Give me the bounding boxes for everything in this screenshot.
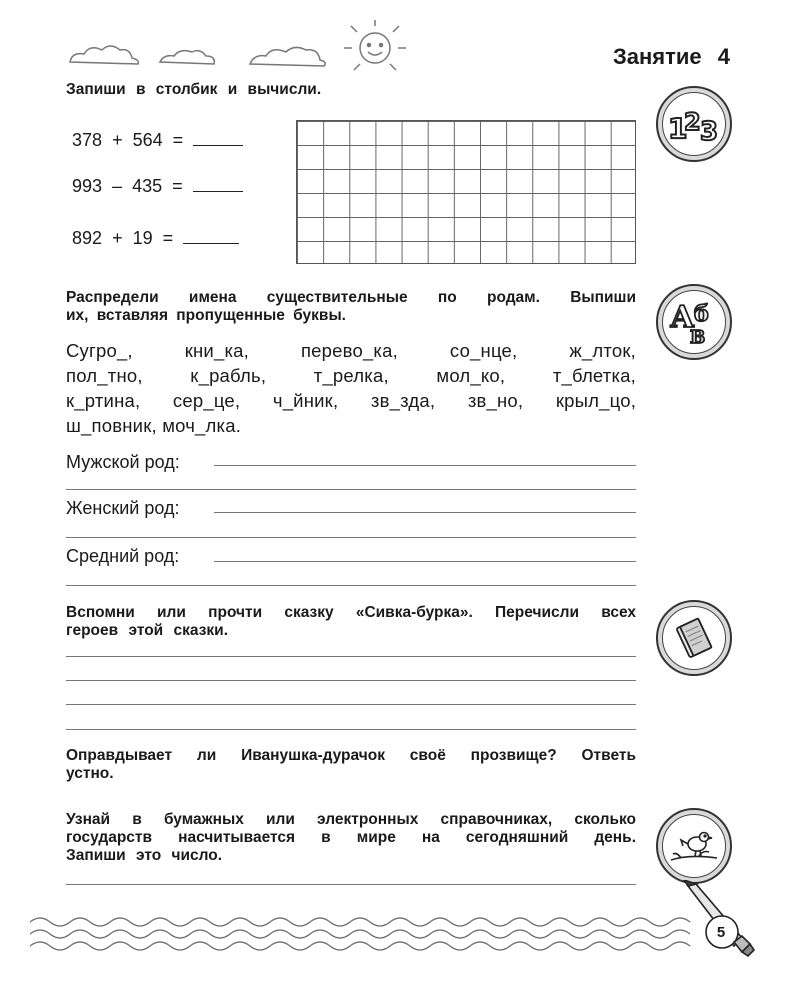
task3-answer-line[interactable] xyxy=(66,729,636,730)
task1-instruction: Запиши в столбик и вычисли. xyxy=(66,81,322,98)
feminine-label: Женский род: xyxy=(66,498,180,518)
neuter-answer-line[interactable] xyxy=(66,585,636,586)
numbers-123-icon xyxy=(666,104,722,144)
neuter-answer-line[interactable] xyxy=(214,561,636,562)
word-list xyxy=(66,338,636,438)
book-badge xyxy=(656,600,732,676)
answer-blank[interactable] xyxy=(193,132,243,146)
book-icon xyxy=(672,616,716,660)
clouds-and-sun-decoration xyxy=(60,18,420,78)
feminine-answer-line[interactable] xyxy=(66,537,636,538)
task5-instruction-line3: Запиши это число. xyxy=(66,847,223,864)
svg-text:1: 1 xyxy=(668,112,688,144)
answer-blank[interactable] xyxy=(183,230,239,244)
equation-3: 892 + 19 = xyxy=(72,228,239,249)
task5-instruction-line1: Узнай в бумажных или электронных справочниках, сколько xyxy=(66,811,636,828)
task5-answer-line[interactable] xyxy=(66,884,636,885)
svg-text:В: В xyxy=(690,327,706,347)
masculine-label: Мужской род: xyxy=(66,452,180,472)
letters-abc-icon xyxy=(666,297,722,347)
task4-instruction-line1: Оправдывает ли Иванушка-дурачок своё прозвище? Ответь xyxy=(66,747,636,764)
task2-instruction-line1: Распредели имена существительные по родам. Выпиши xyxy=(66,289,636,306)
task5-instruction-line2: государств насчитывается в мире на сегодняшний день. xyxy=(66,829,636,846)
masculine-answer-line[interactable] xyxy=(214,465,636,466)
numbers-123-badge xyxy=(656,86,732,162)
task3-answer-line[interactable] xyxy=(66,656,636,657)
svg-text:А: А xyxy=(670,300,695,335)
letters-badge xyxy=(656,284,732,360)
svg-text:б: б xyxy=(694,301,709,327)
lesson-title: Занятие 4 xyxy=(612,44,730,69)
answer-blank[interactable] xyxy=(193,178,243,192)
equation-1: 378 + 564 = xyxy=(72,130,243,151)
bird-badge xyxy=(656,808,732,884)
neuter-label: Средний род: xyxy=(66,546,180,566)
word-line: пол_тно, к_рабль, т_релка, мол_ко, т_блетка, xyxy=(66,365,637,386)
bird-on-branch-icon xyxy=(669,824,719,868)
task2-instruction-line2: их, вставляя пропущенные буквы. xyxy=(66,307,346,324)
calculation-grid[interactable] xyxy=(296,120,636,264)
svg-text:2: 2 xyxy=(684,108,701,136)
page-number: 5 xyxy=(716,924,726,941)
task3-instruction-line2: героев этой сказки. xyxy=(66,622,228,639)
task3-answer-line[interactable] xyxy=(66,704,636,705)
task3-answer-line[interactable] xyxy=(66,680,636,681)
wave-decoration xyxy=(30,912,700,962)
task3-instruction-line1: Вспомни или прочти сказку «Сивка-бурка». Перечисли всех xyxy=(66,604,636,621)
word-line: Сугро_, кни_ка, перево_ка, со_нце, ж_лток, xyxy=(66,340,636,361)
word-line: к_ртина, сер_це, ч_йник, зв_зда, зв_но, крыл_цо, xyxy=(66,390,637,411)
word-line: ш_повник, моч_лка. xyxy=(66,415,242,436)
equation-2: 993 – 435 = xyxy=(72,176,243,197)
svg-text:3: 3 xyxy=(700,117,719,144)
task4-instruction-line2: устно. xyxy=(66,765,114,782)
feminine-answer-line[interactable] xyxy=(214,512,636,513)
masculine-answer-line[interactable] xyxy=(66,489,636,490)
